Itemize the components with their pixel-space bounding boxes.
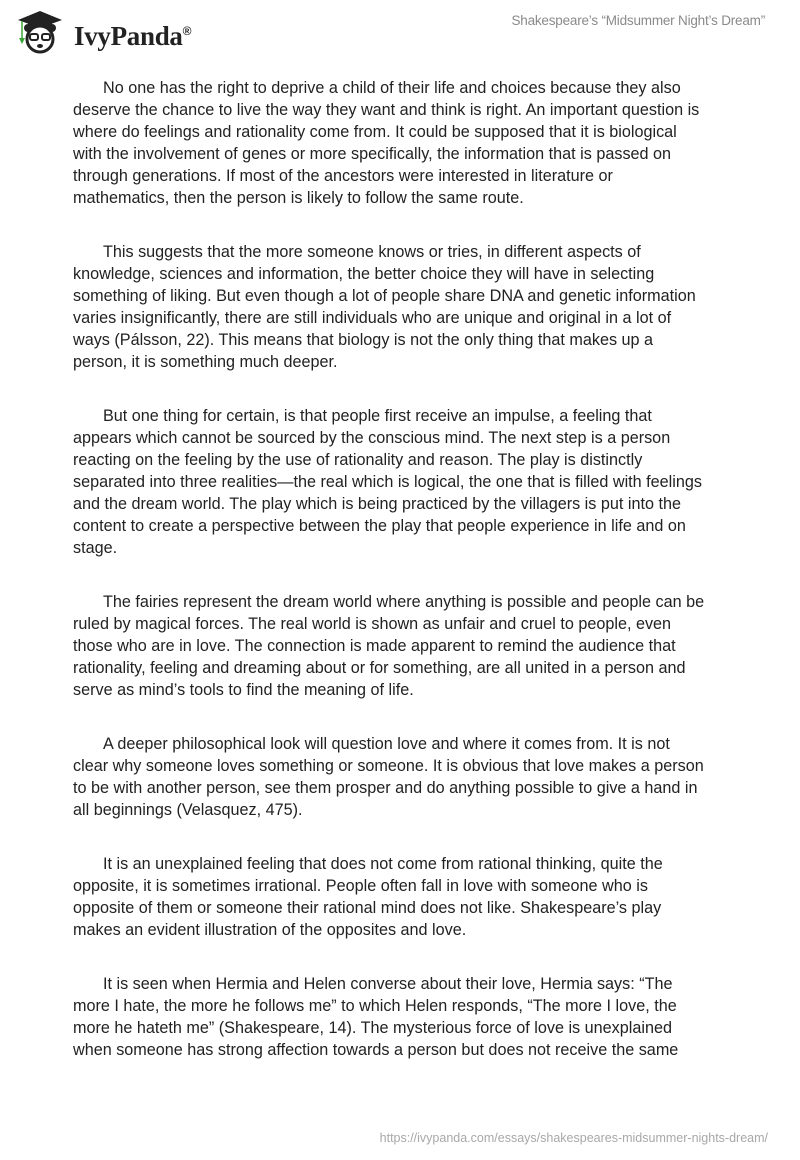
paragraph-line: No one has the right to deprive a child of their life and choices because they also — [103, 79, 681, 97]
paragraph-line: appears which cannot be sourced by the conscious mind. The next step is a person — [73, 429, 671, 447]
paragraph-line: knowledge, sciences and information, the better choice they will have in selecting — [73, 265, 655, 283]
essay-paragraph — [73, 77, 753, 209]
paragraph-line: reacting on the feeling by the use of rationality and reason. The play is distinctly — [73, 451, 643, 469]
paragraph-line: person, it is something much deeper. — [73, 353, 338, 371]
paragraph-line: content to create a perspective between the play that people experience in life and on — [73, 517, 686, 535]
paragraph-line: where do feelings and rationality come from. It could be supposed that it is biological — [73, 123, 677, 141]
essay-paragraph — [73, 591, 753, 701]
paragraph-line: A deeper philosophical look will question love and where it comes from. It is not — [103, 735, 670, 753]
paragraph-line: makes an evident illustration of the opposites and love. — [73, 921, 467, 939]
document-title: Shakespeare’s “Midsummer Night’s Dream” — [511, 13, 765, 28]
paragraph-line: to be with another person, see them prosper and do anything possible to give a hand in — [73, 779, 698, 797]
registered-mark: ® — [182, 23, 192, 38]
brand-name — [74, 21, 191, 52]
paragraph-line: when someone has strong affection towards a person but does not receive the same — [73, 1041, 679, 1059]
paragraph-line: and the dream world. The play which is being practiced by the villagers is put into the — [73, 495, 681, 513]
paragraph-line: opposite, it is sometimes irrational. People often fall in love with someone who is — [73, 877, 648, 895]
paragraph-line: varies insignificantly, there are still individuals who are unique and original in a lot of — [73, 309, 672, 327]
paragraph-line: serve as mind’s tools to find the meaning of life. — [73, 681, 414, 699]
paragraph-line: stage. — [73, 539, 118, 557]
paragraph-line: clear why someone loves something or someone. It is obvious that love makes a person — [73, 757, 704, 775]
paragraph-line: something of liking. But even though a lot of people share DNA and genetic information — [73, 287, 696, 305]
essay-paragraph — [73, 405, 753, 559]
paragraph-line: It is seen when Hermia and Helen converse about their love, Hermia says: “The — [103, 975, 673, 993]
paragraph-line: more I hate, the more he follows me” to which Helen responds, “The more I love, the — [73, 997, 677, 1015]
brand-text: IvyPanda — [74, 20, 183, 51]
paragraph-line: It is an unexplained feeling that does not come from rational thinking, quite the — [103, 855, 663, 873]
paragraph-line: through generations. If most of the ancestors were interested in literature or — [73, 167, 613, 185]
essay-body — [73, 77, 753, 1093]
essay-paragraph — [73, 733, 753, 821]
paragraph-line: separated into three realities—the real which is logical, the one that is filled with feelings — [73, 473, 702, 491]
paragraph-line: with the involvement of genes or more specifically, the information that is passed on — [73, 145, 672, 163]
paragraph-line: ruled by magical forces. The real world is shown as unfair and cruel to people, even — [73, 615, 672, 633]
paragraph-line: rationality, feeling and dreaming about or for something, are all united in a person and — [73, 659, 686, 677]
ivypanda-logo[interactable] — [12, 8, 191, 54]
panda-graduate-icon — [12, 8, 68, 54]
essay-paragraph — [73, 241, 753, 373]
essay-paragraph — [73, 973, 753, 1061]
footer-url[interactable]: https://ivypanda.com/essays/shakespeares-midsummer-nights-dream/ — [379, 1131, 768, 1145]
paragraph-line: all beginnings (Velasquez, 475). — [73, 801, 303, 819]
paragraph-line: mathematics, then the person is likely to follow the same route. — [73, 189, 524, 207]
paragraph-line: ways (Pálsson, 22). This means that biology is not the only thing that makes up a — [73, 331, 654, 349]
paragraph-line: opposite of them or someone their rational mind does not like. Shakespeare’s play — [73, 899, 662, 917]
paragraph-line: deserve the chance to live the way they want and think is right. An important question is — [73, 101, 700, 119]
paragraph-line: This suggests that the more someone knows or tries, in different aspects of — [103, 243, 641, 261]
paragraph-line: The fairies represent the dream world where anything is possible and people can be — [103, 593, 705, 611]
paragraph-line: those who are in love. The connection is made apparent to remind the audience that — [73, 637, 676, 655]
paragraph-line: But one thing for certain, is that people first receive an impulse, a feeling that — [103, 407, 652, 425]
paragraph-line: more he hateth me” (Shakespeare, 14). The mysterious force of love is unexplained — [73, 1019, 672, 1037]
essay-paragraph — [73, 853, 753, 941]
